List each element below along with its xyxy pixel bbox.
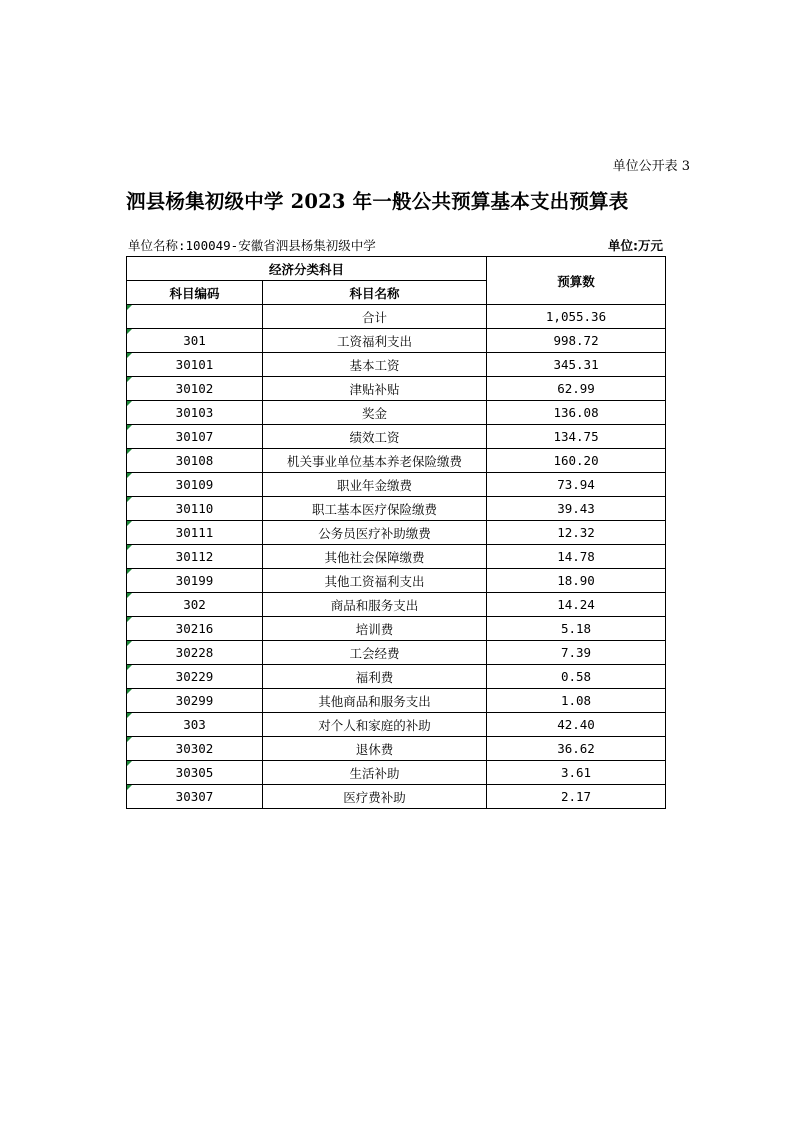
- cell-subject-code-text: 30216: [175, 621, 214, 636]
- cell-subject-name-text: 工会经费: [349, 645, 400, 661]
- table-row: [127, 305, 666, 329]
- cell-subject-name-text: 退休费: [355, 741, 394, 757]
- cell-subject-name-text: 合计: [362, 309, 388, 325]
- cell-subject-name: [263, 305, 487, 329]
- cell-budget-amount-text: 1,055.36: [545, 309, 607, 324]
- cell-marker-icon: [127, 545, 132, 550]
- cell-budget-amount: [487, 737, 666, 761]
- cell-subject-code-text: 302: [183, 597, 206, 612]
- cell-budget-amount: [487, 545, 666, 569]
- table-row: [127, 593, 666, 617]
- cell-marker-icon: [127, 785, 132, 790]
- table-row: [127, 785, 666, 809]
- cell-subject-name: [263, 497, 487, 521]
- cell-budget-amount-text: 998.72: [553, 333, 599, 348]
- cell-subject-name: [263, 353, 487, 377]
- cell-subject-name-text: 对个人和家庭的补助: [318, 717, 431, 733]
- cell-subject-name-text: 基本工资: [349, 357, 400, 373]
- cell-budget-amount: [487, 329, 666, 353]
- cell-budget-amount-text: 42.40: [557, 717, 595, 732]
- cell-marker-icon: [127, 617, 132, 622]
- cell-subject-name: [263, 329, 487, 353]
- cell-subject-name: [263, 665, 487, 689]
- cell-budget-amount: [487, 761, 666, 785]
- cell-subject-code: [127, 641, 263, 665]
- cell-budget-amount-text: 136.08: [553, 405, 599, 420]
- cell-budget-amount-text: 18.90: [557, 573, 595, 588]
- cell-subject-name: [263, 449, 487, 473]
- cell-budget-amount: [487, 569, 666, 593]
- cell-subject-name: [263, 713, 487, 737]
- cell-subject-code: [127, 425, 263, 449]
- cell-subject-name: [263, 761, 487, 785]
- cell-marker-icon: [127, 689, 132, 694]
- table-row: [127, 617, 666, 641]
- cell-subject-code: [127, 713, 263, 737]
- cell-subject-code: [127, 401, 263, 425]
- table-row: [127, 761, 666, 785]
- table-row: [127, 689, 666, 713]
- cell-subject-name-text: 公务员医疗补助缴费: [318, 525, 431, 541]
- cell-subject-code: [127, 353, 263, 377]
- cell-subject-code: [127, 569, 263, 593]
- cell-subject-code-text: 30299: [175, 693, 214, 708]
- cell-marker-icon: [127, 665, 132, 670]
- cell-subject-name: [263, 425, 487, 449]
- cell-budget-amount-text: 3.61: [560, 765, 592, 780]
- cell-subject-name-text: 医疗费补助: [343, 789, 406, 805]
- cell-subject-code-text: 30305: [175, 765, 214, 780]
- cell-budget-amount: [487, 521, 666, 545]
- table-number: 单位公开表 3: [612, 159, 690, 174]
- cell-subject-name: [263, 689, 487, 713]
- cell-subject-code: [127, 473, 263, 497]
- cell-budget-amount-text: 2.17: [560, 789, 592, 804]
- cell-marker-icon: [127, 305, 132, 310]
- table-row: [127, 353, 666, 377]
- table-row: [127, 545, 666, 569]
- cell-subject-code-text: 30102: [175, 381, 214, 396]
- cell-marker-icon: [127, 449, 132, 454]
- cell-subject-code-text: 30199: [175, 573, 214, 588]
- cell-marker-icon: [127, 329, 132, 334]
- cell-marker-icon: [127, 761, 132, 766]
- cell-budget-amount: [487, 377, 666, 401]
- cell-subject-code-text: 30112: [175, 549, 214, 564]
- cell-budget-amount: [487, 497, 666, 521]
- cell-budget-amount: [487, 425, 666, 449]
- cell-subject-name: [263, 593, 487, 617]
- header-subject-name: 科目名称: [263, 281, 487, 305]
- cell-budget-amount: [487, 305, 666, 329]
- table-row: [127, 521, 666, 545]
- cell-subject-name-text: 其他社会保障缴费: [324, 549, 425, 565]
- cell-subject-name: [263, 785, 487, 809]
- cell-subject-code-text: 30103: [175, 405, 214, 420]
- cell-subject-name: [263, 401, 487, 425]
- cell-subject-code: [127, 785, 263, 809]
- cell-budget-amount: [487, 689, 666, 713]
- cell-subject-code: [127, 329, 263, 353]
- cell-marker-icon: [127, 737, 132, 742]
- cell-subject-code: [127, 497, 263, 521]
- cell-subject-code: [127, 665, 263, 689]
- cell-subject-name-text: 培训费: [355, 621, 394, 637]
- cell-subject-name: [263, 641, 487, 665]
- table-row: [127, 713, 666, 737]
- cell-budget-amount-text: 5.18: [560, 621, 592, 636]
- cell-subject-code-text: 30101: [175, 357, 214, 372]
- cell-subject-name-text: 生活补助: [349, 765, 400, 781]
- cell-subject-code-text: 30109: [175, 477, 214, 492]
- cell-subject-code-text: 303: [183, 717, 206, 732]
- table-row: [127, 425, 666, 449]
- cell-budget-amount-text: 12.32: [557, 525, 595, 540]
- cell-budget-amount: [487, 617, 666, 641]
- cell-marker-icon: [127, 425, 132, 430]
- table-row: [127, 329, 666, 353]
- cell-budget-amount: [487, 401, 666, 425]
- cell-subject-code: [127, 761, 263, 785]
- cell-marker-icon: [127, 593, 132, 598]
- cell-subject-code-text: 30228: [175, 645, 214, 660]
- cell-marker-icon: [127, 569, 132, 574]
- cell-marker-icon: [127, 521, 132, 526]
- cell-subject-name: [263, 737, 487, 761]
- table-row: [127, 401, 666, 425]
- cell-budget-amount: [487, 641, 666, 665]
- cell-budget-amount-text: 345.31: [553, 357, 599, 372]
- table-row: [127, 377, 666, 401]
- cell-marker-icon: [127, 377, 132, 382]
- cell-budget-amount-text: 62.99: [557, 381, 595, 396]
- cell-subject-name-text: 商品和服务支出: [330, 597, 419, 613]
- cell-budget-amount-text: 73.94: [557, 477, 595, 492]
- cell-marker-icon: [127, 713, 132, 718]
- cell-subject-name: [263, 569, 487, 593]
- cell-budget-amount-text: 1.08: [560, 693, 592, 708]
- cell-subject-code: [127, 305, 263, 329]
- cell-subject-name-text: 职工基本医疗保险缴费: [312, 501, 438, 517]
- cell-budget-amount-text: 14.78: [557, 549, 595, 564]
- cell-subject-name: [263, 377, 487, 401]
- table-row: [127, 473, 666, 497]
- cell-marker-icon: [127, 473, 132, 478]
- cell-subject-code: [127, 377, 263, 401]
- cell-subject-code-text: 301: [183, 333, 206, 348]
- cell-subject-code: [127, 737, 263, 761]
- currency-unit: 单位:万元: [608, 238, 663, 253]
- cell-subject-code-text: 30229: [175, 669, 214, 684]
- cell-subject-name: [263, 473, 487, 497]
- cell-budget-amount-text: 134.75: [553, 429, 599, 444]
- table-row: [127, 497, 666, 521]
- cell-budget-amount-text: 0.58: [560, 669, 592, 684]
- cell-subject-code: [127, 449, 263, 473]
- header-subject-code: 科目编码: [127, 281, 263, 305]
- cell-marker-icon: [127, 497, 132, 502]
- cell-subject-code: [127, 545, 263, 569]
- cell-marker-icon: [127, 641, 132, 646]
- header-row: [127, 257, 666, 281]
- cell-subject-code: [127, 617, 263, 641]
- cell-subject-code-text: 30302: [175, 741, 214, 756]
- cell-budget-amount-text: 14.24: [557, 597, 595, 612]
- budget-table: [126, 256, 666, 809]
- table-row: [127, 569, 666, 593]
- cell-subject-name: [263, 545, 487, 569]
- cell-budget-amount: [487, 713, 666, 737]
- cell-subject-name-text: 机关事业单位基本养老保险缴费: [287, 453, 463, 469]
- cell-marker-icon: [127, 401, 132, 406]
- cell-subject-name-text: 其他商品和服务支出: [318, 693, 431, 709]
- header-budget-amount: 预算数: [487, 257, 666, 305]
- cell-subject-name-text: 奖金: [362, 405, 388, 421]
- cell-budget-amount: [487, 449, 666, 473]
- cell-budget-amount-text: 39.43: [557, 501, 595, 516]
- cell-subject-code-text: 30111: [175, 525, 214, 540]
- cell-subject-code-text: 30107: [175, 429, 214, 444]
- cell-budget-amount-text: 36.62: [557, 741, 595, 756]
- cell-subject-name-text: 职业年金缴费: [337, 477, 413, 493]
- cell-subject-code: [127, 689, 263, 713]
- cell-subject-code: [127, 593, 263, 617]
- cell-budget-amount: [487, 665, 666, 689]
- cell-subject-name-text: 其他工资福利支出: [324, 573, 425, 589]
- cell-subject-name-text: 工资福利支出: [337, 333, 413, 349]
- cell-subject-code: [127, 521, 263, 545]
- table-row: [127, 449, 666, 473]
- cell-subject-code-text: 30110: [175, 501, 214, 516]
- cell-subject-name: [263, 617, 487, 641]
- cell-subject-name-text: 津贴补贴: [349, 381, 400, 397]
- cell-subject-name: [263, 521, 487, 545]
- cell-budget-amount: [487, 353, 666, 377]
- table-row: [127, 665, 666, 689]
- cell-budget-amount-text: 160.20: [553, 453, 599, 468]
- cell-subject-name-text: 福利费: [355, 669, 394, 685]
- cell-budget-amount: [487, 473, 666, 497]
- cell-budget-amount: [487, 785, 666, 809]
- page-title: 泗县杨集初级中学 2023 年一般公共预算基本支出预算表: [126, 190, 629, 213]
- unit-name: 单位名称:100049-安徽省泗县杨集初级中学: [128, 238, 376, 253]
- cell-subject-code-text: 30307: [175, 789, 214, 804]
- cell-subject-name-text: 绩效工资: [349, 429, 400, 445]
- cell-budget-amount: [487, 593, 666, 617]
- table-row: [127, 737, 666, 761]
- cell-budget-amount-text: 7.39: [560, 645, 592, 660]
- table-row: [127, 641, 666, 665]
- header-economic-category: 经济分类科目: [127, 257, 487, 281]
- cell-marker-icon: [127, 353, 132, 358]
- cell-subject-code-text: 30108: [175, 453, 214, 468]
